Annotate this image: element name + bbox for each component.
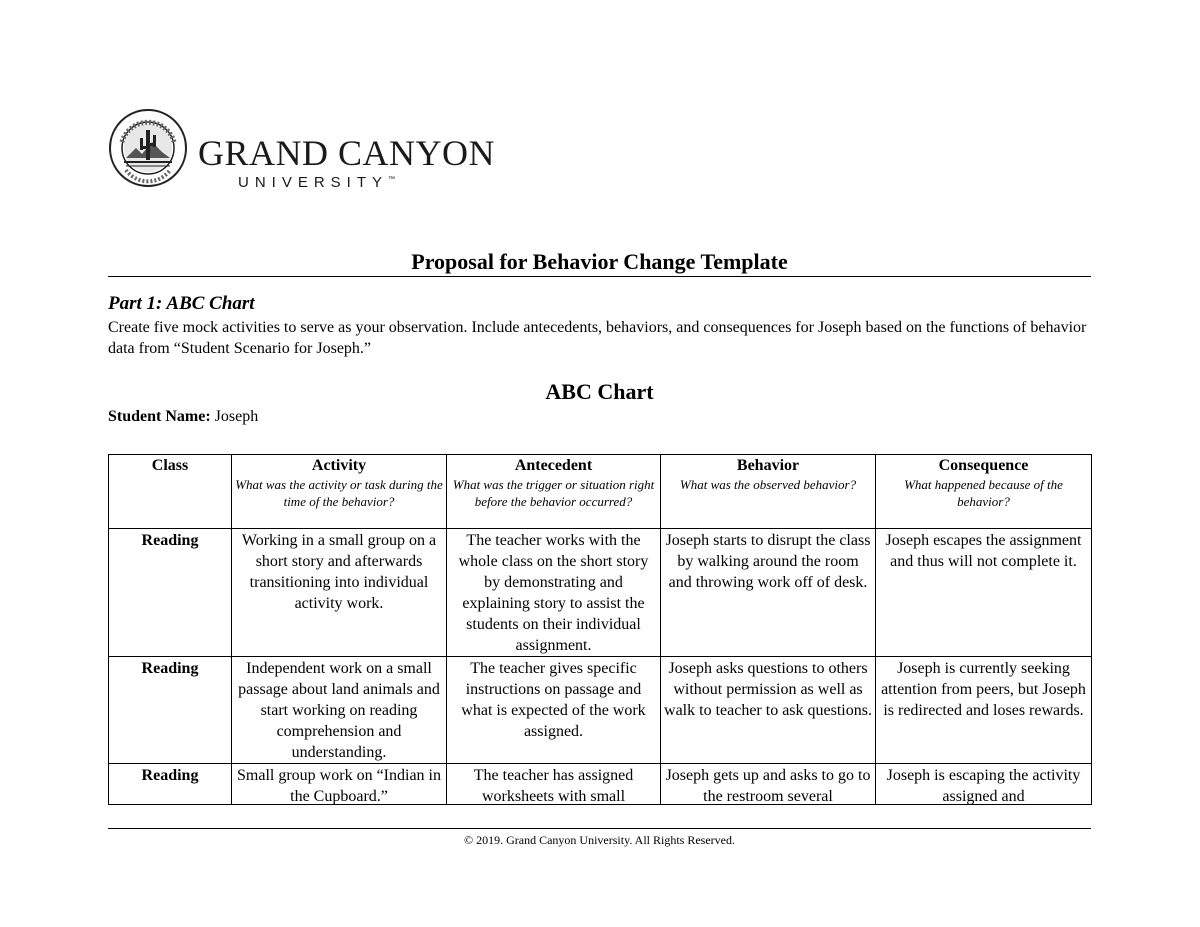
- row-behavior-cell: Joseph starts to disrupt the class by walking around the room and throwing work off of desk.: [661, 529, 876, 657]
- abc-chart-table: [108, 454, 1092, 805]
- row-class-cell: Reading: [109, 657, 232, 764]
- header-antecedent-title: Antecedent: [514, 457, 593, 474]
- row-class-cell: Reading: [109, 529, 232, 657]
- header-activity-title: Activity: [311, 457, 367, 474]
- table-header-row: [109, 455, 1092, 529]
- student-name-value: Joseph: [214, 408, 259, 425]
- table-row: [109, 764, 1092, 806]
- header-consequence: [876, 455, 1092, 529]
- header-antecedent: [447, 455, 661, 529]
- logo-wordmark-top: GRAND CANYON: [198, 133, 496, 173]
- header-activity: [232, 455, 447, 529]
- student-name-label: Student Name:: [108, 408, 211, 425]
- header-class-title: Class: [151, 457, 189, 474]
- title-divider: [108, 276, 1091, 277]
- table-row: [109, 657, 1092, 764]
- chart-title: ABC Chart: [545, 379, 654, 404]
- abc-chart-table-wrapper: [108, 454, 1092, 805]
- header-behavior-subtitle: What was the observed behavior?: [679, 477, 857, 492]
- header-consequence-subtitle: What happened because of the behavior?: [904, 477, 1063, 509]
- row-antecedent-cell: The teacher has assigned worksheets with small: [447, 764, 661, 806]
- header-consequence-title: Consequence: [938, 457, 1029, 474]
- row-behavior-cell: Joseph asks questions to others without permission as well as walk to teacher to ask questions.: [661, 657, 876, 764]
- document-title: Proposal for Behavior Change Template: [411, 249, 788, 274]
- row-consequence-cell: Joseph escapes the assignment and thus will not complete it.: [876, 529, 1092, 657]
- footer-divider: [108, 828, 1091, 829]
- header-class: [109, 455, 232, 529]
- table-row: [109, 529, 1092, 657]
- row-antecedent-cell: The teacher gives specific instructions on passage and what is expected of the work assigned.: [447, 657, 661, 764]
- row-activity-cell: Independent work on a small passage about land animals and start working on reading comprehension and understanding.: [232, 657, 447, 764]
- header-activity-subtitle: What was the activity or task during the time of the behavior?: [235, 477, 443, 509]
- student-name-line: [108, 408, 258, 426]
- row-consequence-cell: Joseph is currently seeking attention from peers, but Joseph is redirected and loses rewards.: [876, 657, 1092, 764]
- header-antecedent-subtitle: What was the trigger or situation right before the behavior occurred?: [452, 477, 655, 509]
- trademark-symbol: ™: [388, 176, 396, 183]
- university-seal-icon: [108, 108, 188, 188]
- footer-copyright: © 2019. Grand Canyon University. All Rights Reserved.: [464, 833, 735, 847]
- row-behavior-cell: Joseph gets up and asks to go to the restroom several: [661, 764, 876, 806]
- logo-wordmark-bottom: [238, 174, 395, 191]
- part-description: Create five mock activities to serve as your observation. Include antecedents, behaviors, and consequences for Joseph based on the functions of behavior data from “Student Scenario for Joseph.”: [108, 319, 1087, 357]
- row-consequence-cell: Joseph is escaping the activity assigned and: [876, 764, 1092, 806]
- header-behavior: [661, 455, 876, 529]
- row-antecedent-cell: The teacher works with the whole class on the short story by demonstrating and explaining story to assist the students on their individual assignment.: [447, 529, 661, 657]
- part-heading: Part 1: ABC Chart: [108, 293, 255, 314]
- row-activity-cell: Working in a small group on a short story and afterwards transitioning into individual activity work.: [232, 529, 447, 657]
- row-activity-cell: Small group work on “Indian in the Cupboard.”: [232, 764, 447, 806]
- header-behavior-title: Behavior: [736, 457, 800, 474]
- row-class-cell: Reading: [109, 764, 232, 806]
- logo-wordmark-university: UNIVERSITY: [238, 174, 389, 191]
- university-logo: [108, 108, 496, 200]
